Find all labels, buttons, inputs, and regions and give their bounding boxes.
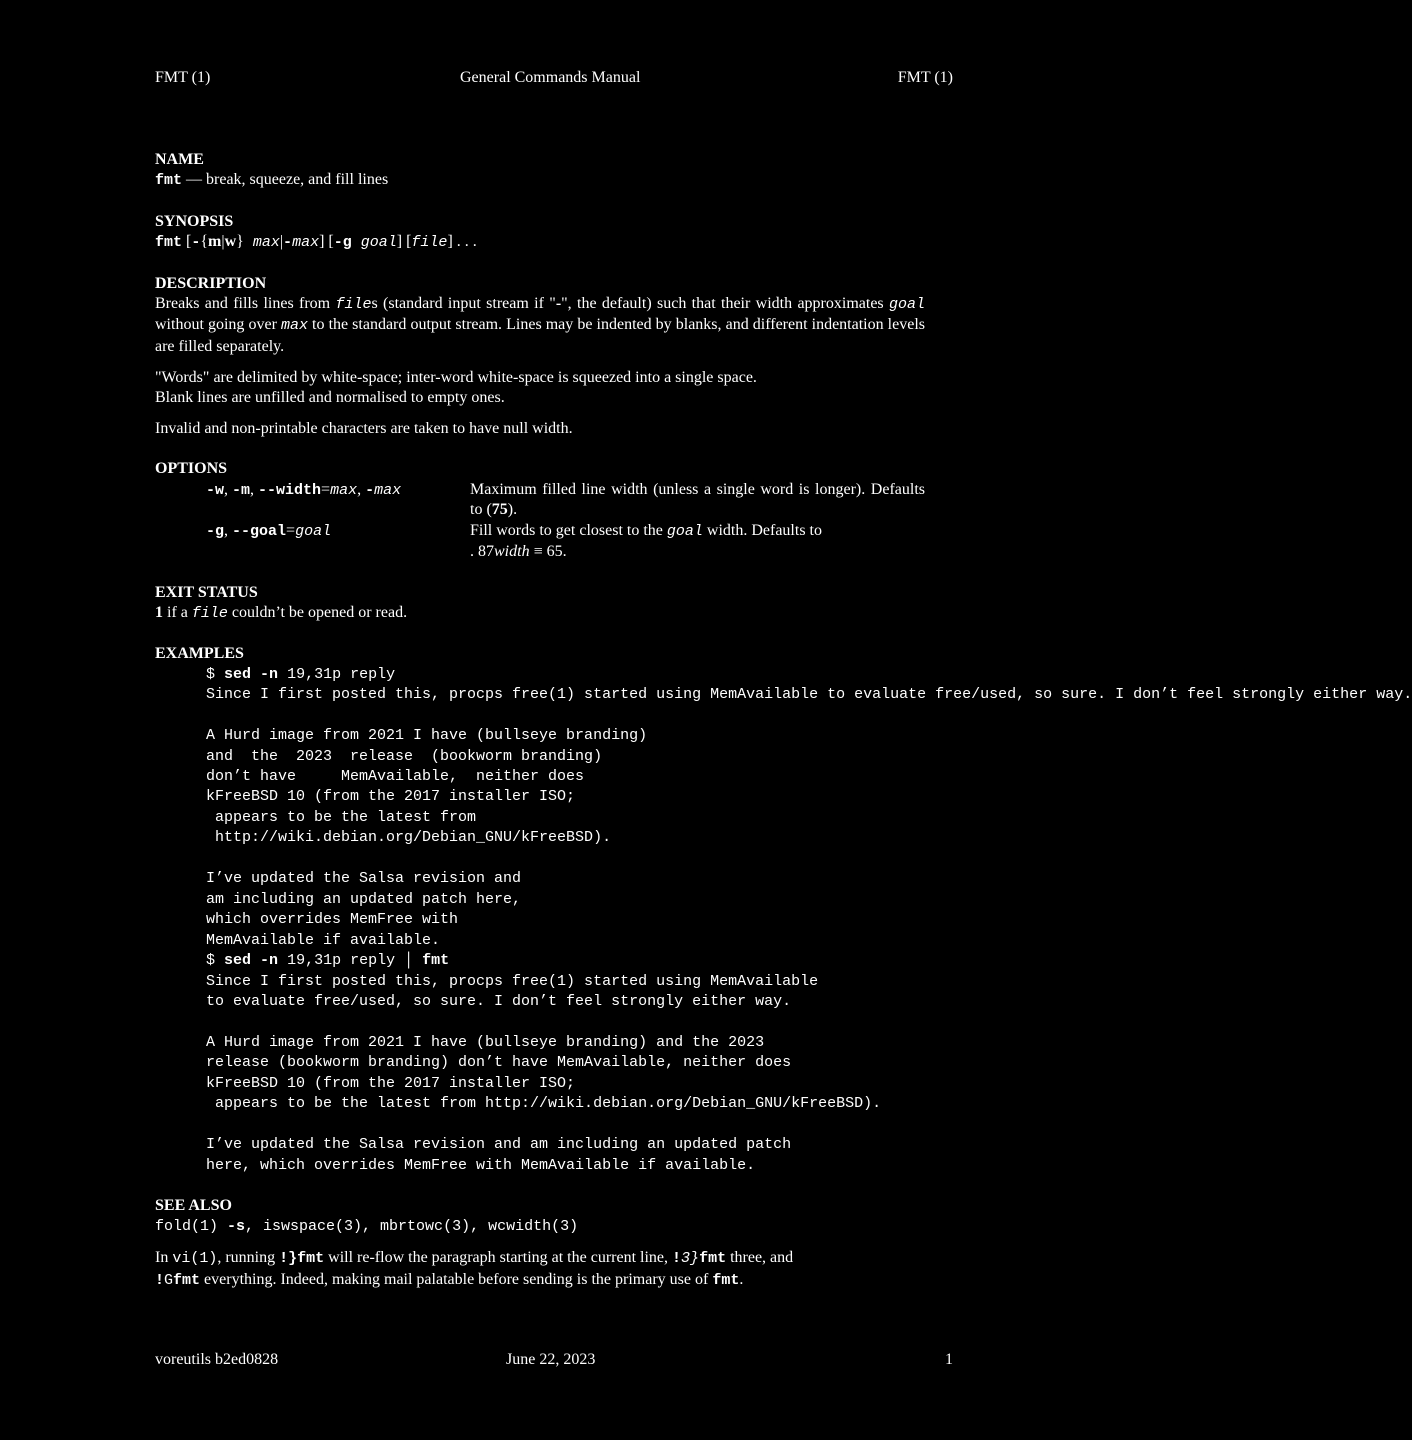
exit-text: couldn’t be opened or read. — [227, 603, 408, 621]
section-examples-heading: EXAMPLES — [155, 645, 244, 663]
synopsis-cmd: fmt — [155, 234, 183, 252]
footer-page-number: 1 — [945, 1351, 953, 1368]
cmd: fmt — [699, 1250, 727, 1268]
synopsis-text: } — [236, 233, 244, 251]
synopsis-text: [ — [182, 233, 192, 251]
section-exit-heading: EXIT STATUS — [155, 583, 258, 601]
text: In — [155, 1249, 173, 1267]
desc-text: ", the default) such that their width approximates — [561, 295, 889, 313]
text: . — [739, 1270, 744, 1288]
option-goal-term — [206, 521, 470, 563]
key: !} — [279, 1250, 298, 1268]
synopsis-flag: m — [208, 233, 222, 251]
flag: --width — [258, 481, 322, 499]
text: three, and — [726, 1249, 794, 1267]
exit-code: 1 — [155, 603, 163, 621]
desc-text: . 87 — [470, 543, 494, 561]
examples-block — [206, 665, 1412, 1176]
desc-arg: goal — [889, 296, 926, 314]
flag: -m — [232, 481, 251, 499]
flag: -w — [206, 481, 225, 499]
text: , running — [217, 1249, 280, 1267]
flag: - — [365, 481, 375, 499]
cmd-name: fmt — [155, 172, 183, 190]
synopsis-text: { — [200, 233, 209, 251]
key: G — [164, 1271, 174, 1289]
cmd: fmt — [712, 1271, 740, 1289]
header-right: FMT (1) — [897, 69, 953, 86]
desc-arg: max — [280, 317, 308, 335]
section-description-heading: DESCRIPTION — [155, 274, 267, 292]
cmd: sed — [224, 665, 252, 683]
synopsis-flag: - — [191, 234, 201, 252]
description-para-3: Invalid and non-printable characters are taken to have null width. — [155, 420, 573, 438]
key: ! — [672, 1250, 682, 1268]
option-width-term — [206, 480, 470, 521]
desc-text: Maximum filled line width (unless a single word is longer). Defaults to ( — [470, 480, 925, 519]
option-width — [206, 480, 925, 521]
synopsis-arg: file — [411, 234, 448, 252]
prompt: $ — [206, 665, 225, 683]
desc-text: ). — [507, 501, 518, 519]
default-value: 75 — [491, 501, 508, 519]
description-para-2 — [155, 368, 925, 409]
example-output-1: Since I first posted this, procps free(1) started using MemAvailable to evaluate free/used, so sure. I don’t feel strongly either way. A Hurd image from 2021 I have (bullseye branding) and the 2023 release (bookworm branding) don’t have MemAvailable, neither does kFreeBSD 10 (from the 2017 installer ISO; appears to be the latest from http://wiki.debian.org/Debian_GNU/kFreeBSD). I’ve updated the Salsa revision and am including an updated patch here, which overrides MemFree with MemAvailable if available. — [206, 686, 1412, 949]
description-para-1 — [155, 294, 925, 357]
name-desc: — break, squeeze, and fill lines — [182, 171, 389, 189]
synopsis-text: | — [221, 233, 225, 251]
desc-text: width. Defaults to — [702, 521, 822, 539]
desc-text: to the standard output stream. Lines may be indented by blanks, and different indentation levels are filled separately. — [155, 316, 925, 355]
page-header — [155, 68, 953, 90]
option-goal-desc — [470, 521, 925, 563]
section-see-also-heading: SEE ALSO — [155, 1197, 232, 1215]
flag: -s — [218, 1218, 246, 1236]
synopsis-flag: w — [224, 233, 237, 251]
name-line — [155, 170, 925, 191]
key: 3} — [681, 1250, 700, 1268]
prompt: $ — [206, 952, 225, 970]
synopsis-arg: goal — [351, 234, 397, 252]
desc-text: ≡ 65. — [529, 543, 567, 561]
cmd: fmt — [422, 952, 450, 970]
desc-text: s (standard input stream if " — [371, 295, 556, 313]
cmd: fmt — [173, 1271, 201, 1289]
text: everything. Indeed, making mail palatable before sending is the primary use of — [200, 1270, 713, 1288]
desc-text: Fill words to get closest to the — [470, 521, 667, 539]
desc-arg: file — [335, 296, 372, 314]
flag: --goal — [232, 522, 287, 540]
section-synopsis-heading: SYNOPSIS — [155, 212, 234, 230]
arg: width — [494, 543, 530, 561]
desc-line: "Words" are delimited by white-space; inter-word white-space is squeezed into a single space. — [155, 368, 757, 386]
synopsis-line — [155, 232, 925, 253]
synopsis-text: | — [279, 233, 284, 251]
cmd: sed — [224, 952, 252, 970]
desc-text: without going over — [155, 316, 281, 334]
exit-text: if a — [163, 603, 192, 621]
synopsis-arg: max — [243, 234, 280, 252]
text: will re-flow the paragraph starting at the current line, — [324, 1249, 673, 1267]
synopsis-arg: max — [292, 234, 320, 252]
example-output-2: Since I first posted this, procps free(1) started using MemAvailable to evaluate free/used, so sure. I don’t feel strongly either way. A Hurd image from 2021 I have (bullseye branding) and the 2023 release (bookworm branding) don’t have MemAvailable, neither does kFreeBSD 10 (from the 2017 installer ISO; appears to be the latest from http://wiki.debian.org/Debian_GNU/kFreeBSD). I’ve updated the Salsa revision and am including an updated patch here, which overrides MemFree with MemAvailable if available. — [206, 972, 882, 1174]
sep: , — [357, 480, 366, 498]
see-also-para — [155, 1248, 925, 1291]
synopsis-text: ] [ — [319, 233, 334, 251]
section-options-heading: OPTIONS — [155, 460, 228, 478]
option-width-desc — [470, 480, 925, 521]
desc-text: Breaks and fills lines from — [155, 295, 336, 313]
synopsis-text: ] . . . — [447, 233, 477, 251]
args: 19,31p reply │ — [278, 952, 423, 970]
section-name-heading: NAME — [155, 151, 204, 168]
sep: , — [250, 480, 259, 498]
synopsis-text: ] [ — [396, 233, 412, 251]
args: 19,31p reply — [278, 665, 396, 683]
option-goal — [206, 521, 925, 563]
sep — [251, 666, 260, 683]
footer-center: June 22, 2023 — [506, 1351, 596, 1368]
header-center: General Commands Manual — [460, 69, 641, 86]
sep: , — [224, 480, 233, 498]
flag: -n — [260, 665, 279, 683]
desc-line: Blank lines are unfilled and normalised to empty ones. — [155, 389, 505, 407]
cmd: fmt — [297, 1250, 325, 1268]
arg: max — [374, 481, 402, 499]
manual-body — [155, 150, 1412, 1291]
ref: , iswspace(3), mbrtowc(3), wcwidth(3) — [245, 1218, 579, 1236]
flag: -g — [206, 522, 225, 540]
sep: , — [224, 521, 233, 539]
sep — [251, 952, 260, 969]
synopsis-flag: - — [283, 234, 293, 252]
key: ! — [155, 1271, 165, 1289]
sep: = — [321, 480, 331, 498]
ref: vi(1) — [172, 1250, 218, 1268]
flag: -n — [260, 952, 279, 970]
example-cmd-2 — [206, 951, 1131, 971]
desc-flag: - — [555, 295, 562, 313]
sep: = — [286, 521, 296, 539]
exit-line — [155, 603, 925, 624]
arg: max — [330, 481, 358, 499]
ref: fold(1) — [155, 1218, 219, 1236]
exit-arg: file — [191, 604, 228, 622]
page-footer — [155, 1350, 953, 1372]
header-left: FMT (1) — [155, 69, 211, 86]
example-cmd-1 — [206, 665, 1131, 685]
arg: goal — [666, 522, 703, 540]
footer-left: voreutils b2ed0828 — [155, 1351, 279, 1368]
arg: goal — [295, 522, 332, 540]
see-also-refs — [155, 1216, 925, 1237]
synopsis-flag: -g — [333, 234, 352, 252]
